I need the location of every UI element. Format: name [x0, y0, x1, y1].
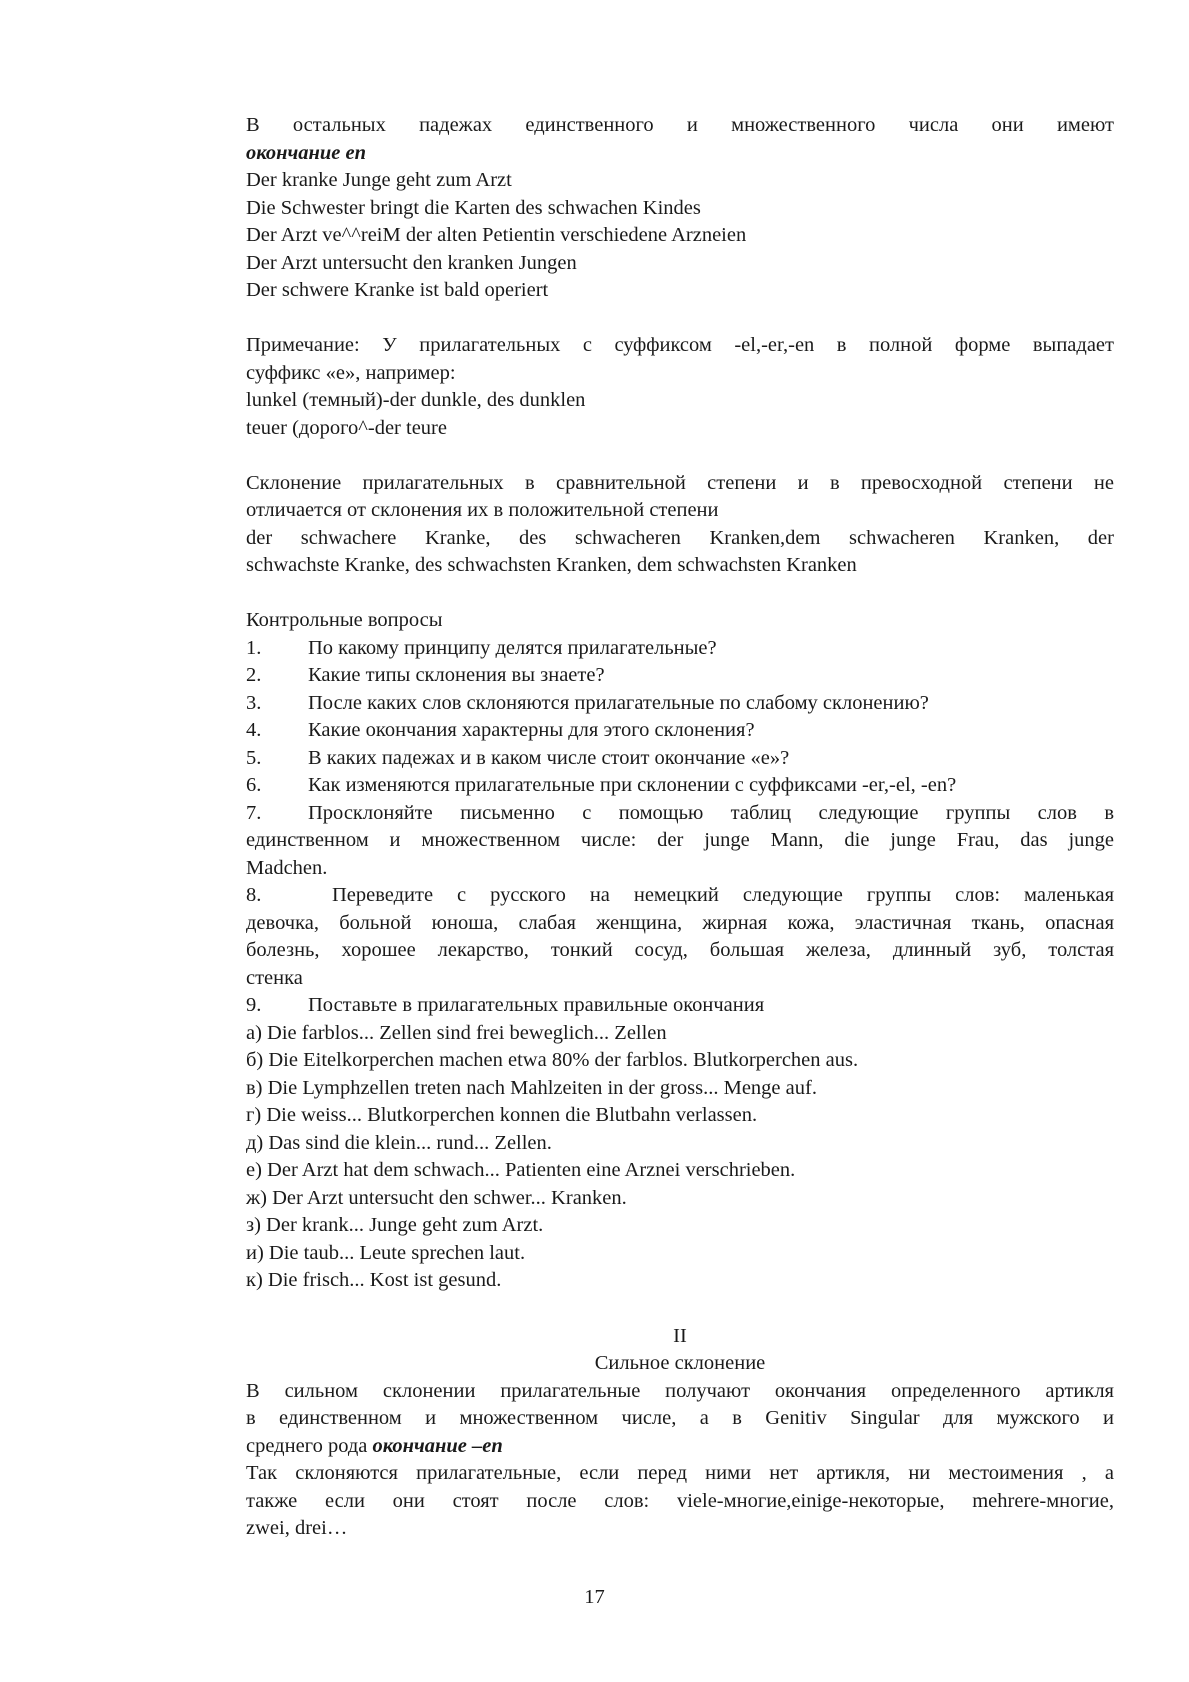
- question-text: Какие окончания характерны для этого склонения?: [308, 719, 755, 741]
- section-line: [246, 1433, 1114, 1461]
- exercise-item: ж) Der Arzt untersucht den schwer... Kranken.: [246, 1186, 627, 1209]
- note-example: teuer (дорого^-der teure: [246, 416, 447, 439]
- document-page: [246, 112, 1114, 1543]
- exercise-item: д) Das sind die klein... rund... Zellen.: [246, 1131, 552, 1154]
- section-line-prefix: среднего рода: [246, 1434, 373, 1457]
- comparison-line: der schwachere Kranke, des schwacheren Kranken,dem schwacheren Kranken, der: [246, 526, 1114, 549]
- exercise-item: з) Der krank... Junge geht zum Arzt.: [246, 1214, 544, 1236]
- question-item: [246, 882, 1114, 910]
- question-continuation: девочка, больной юноша, слабая женщина, жирная кожа, эластичная ткань, опасная: [246, 911, 1114, 934]
- exercise-item: б) Die Eitelkorperchen machen etwa 80% der farblos. Blutkorperchen aus.: [246, 1049, 859, 1071]
- note-line: суффикс «е», например:: [246, 361, 456, 384]
- question-item: [246, 772, 1114, 800]
- ending-label: окончание –en: [372, 1434, 503, 1457]
- question-number: 2.: [246, 664, 262, 686]
- question-text: Просклоняйте письменно с помощью таблиц следующие группы слов в: [308, 801, 1114, 824]
- example-line: Der Arzt ve^^reiM der alten Petientin verschiedene Arzneien: [246, 224, 747, 246]
- question-item: [246, 635, 1114, 663]
- section-line: в единственном и множественном числе, а в Genitiv Singular для мужского и: [246, 1407, 1114, 1429]
- question-continuation: единственном и множественном числе: der junge Mann, die junge Frau, das junge: [246, 829, 1114, 851]
- question-number: 9.: [246, 994, 262, 1016]
- exercise-item: в) Die Lymphzellen treten nach Mahlzeiten in der gross... Menge auf.: [246, 1076, 817, 1099]
- question-item: [246, 717, 1114, 745]
- section-line: Так склоняются прилагательные, если перед ними нет артикля, ни местоимения , а: [246, 1462, 1114, 1484]
- question-number: 6.: [246, 774, 262, 796]
- exercise-item: к) Die frisch... Kost ist gesund.: [246, 1269, 502, 1291]
- question-text: По какому принципу делятся прилагательные?: [308, 636, 717, 659]
- page-number: 17: [584, 1586, 605, 1608]
- ending-label: окончание en: [246, 141, 367, 164]
- section-line: zwei, drei…: [246, 1517, 348, 1539]
- example-line: Die Schwester bringt die Karten des schwachen Kindes: [246, 196, 701, 219]
- question-number: 5.: [246, 746, 262, 769]
- question-continuation: Madchen.: [246, 856, 328, 879]
- example-line: Der Arzt untersucht den kranken Jungen: [246, 251, 577, 274]
- note-line: Примечание: У прилагательных с суффиксом -el,-er,-en в полной форме выпадает: [246, 334, 1114, 356]
- comparison-line: Склонение прилагательных в сравнительной степени и в превосходной степени не: [246, 471, 1114, 494]
- question-text: После каких слов склоняются прилагательные по слабому склонению?: [308, 691, 929, 714]
- question-text: Как изменяются прилагательные при склонении с суффиксами -er,-el, -en?: [308, 774, 957, 796]
- question-item: [246, 800, 1114, 828]
- question-text: Какие типы склонения вы знаете?: [308, 664, 605, 686]
- exercise-item: и) Die taub... Leute sprechen laut.: [246, 1241, 526, 1264]
- question-number: 7.: [246, 801, 262, 824]
- exercise-item: г) Die weiss... Blutkorperchen konnen die Blutbahn verlassen.: [246, 1104, 758, 1126]
- question-item: [246, 992, 1114, 1020]
- exercise-item: а) Die farblos... Zellen sind frei beweglich... Zellen: [246, 1021, 667, 1044]
- question-item: [246, 662, 1114, 690]
- question-continuation: стенка: [246, 966, 303, 989]
- question-number: 1.: [246, 636, 262, 659]
- comparison-line: отличается от склонения их в положительной степени: [246, 499, 719, 521]
- intro-line: В остальных падежах единственного и множественного числа они имеют: [246, 114, 1114, 136]
- section-numeral: II: [673, 1324, 687, 1347]
- comparison-line: schwachste Kranke, des schwachsten Kranken, dem schwachsten Kranken: [246, 554, 857, 576]
- question-text: Переведите с русского на немецкий следующие группы слов: маленькая: [308, 884, 1114, 906]
- section-line: В сильном склонении прилагательные получают окончания определенного артикля: [246, 1379, 1114, 1402]
- question-item: [246, 690, 1114, 718]
- exercise-item: е) Der Arzt hat dem schwach... Patienten eine Arznei verschrieben.: [246, 1159, 796, 1181]
- example-line: Der schwere Kranke ist bald operiert: [246, 279, 549, 301]
- section-line: также если они стоят после слов: viele-многие,einige-некоторые, mehrere-многие,: [246, 1489, 1114, 1512]
- section-title: Сильное склонение: [594, 1352, 766, 1374]
- question-number: 3.: [246, 691, 262, 714]
- question-text: В каких падежах и в каком числе стоит окончание «е»?: [308, 746, 790, 769]
- question-item: [246, 745, 1114, 773]
- question-text: Поставьте в прилагательных правильные окончания: [308, 994, 765, 1016]
- question-number: 8.: [246, 884, 262, 906]
- question-number: 4.: [246, 719, 262, 741]
- question-continuation: болезнь, хорошее лекарство, тонкий сосуд, большая железа, длинный зуб, толстая: [246, 939, 1114, 961]
- example-line: Der kranke Junge geht zum Arzt: [246, 169, 512, 191]
- note-example: lunkel (темный)-der dunkle, des dunklen: [246, 389, 586, 411]
- questions-heading: Контрольные вопросы: [246, 609, 443, 631]
